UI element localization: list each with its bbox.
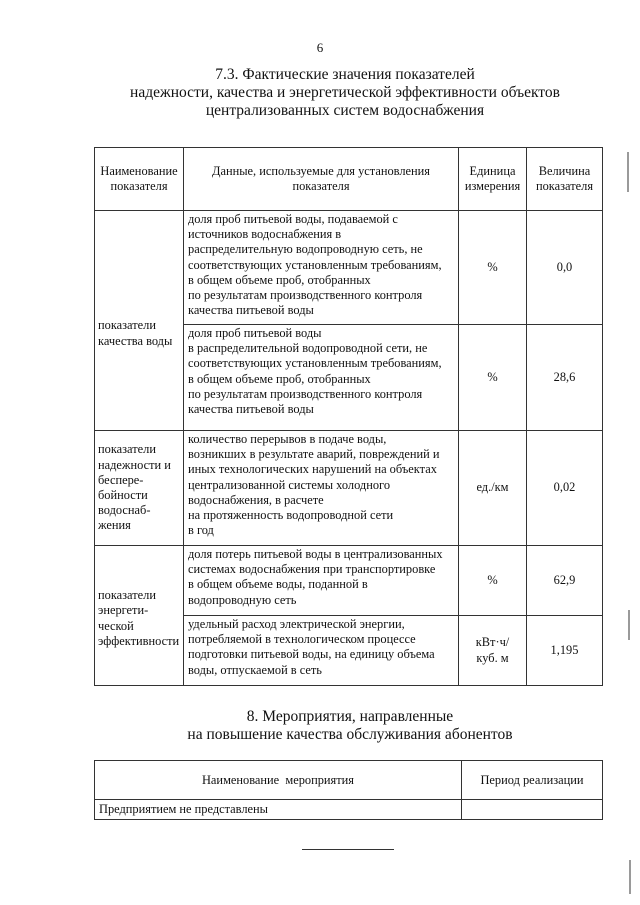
category-water-quality: показатели качества воды [95, 211, 184, 431]
unit-cell: ед./км [459, 431, 527, 546]
title-line: централизованных систем водоснабжения [205, 102, 485, 119]
data-description: удельный расход электрической энергии, потребляемой в технологическом процессе подготовки питьевой воды, на единицу объема воды, отпускаемой в сеть [184, 616, 459, 686]
table-row [95, 546, 603, 616]
scan-edge-mark [628, 610, 630, 640]
header-value: Величина показателя [527, 148, 603, 211]
table-row [95, 431, 603, 546]
indicators-table [94, 147, 603, 686]
section-7-3-title [0, 66, 640, 120]
title-line: 7.3. Фактические значения показателей [215, 66, 475, 83]
category-energy-efficiency: показатели энергети- ческой эффективности [95, 546, 184, 686]
unit-cell: % [459, 325, 527, 431]
title-line: надежности, качества и энергетической эффективности объектов [130, 84, 560, 101]
section-8-title [0, 708, 640, 744]
period-cell [462, 800, 603, 820]
value-cell: 28,6 [527, 325, 603, 431]
title-line: 8. Мероприятия, направленные [246, 708, 454, 725]
table-row [95, 800, 603, 820]
value-cell: 0,02 [527, 431, 603, 546]
header-measure-name: Наименование мероприятия [95, 761, 462, 800]
data-description: доля проб питьевой воды в распределительной водопроводной сети, не соответствующих установленным требованиям, в общем объеме проб, отобранных по результатам производственного контроля качества питьевой воды [184, 325, 459, 431]
scan-edge-mark [627, 152, 629, 192]
page-number: 6 [316, 40, 324, 55]
table-header-row [95, 761, 603, 800]
value-cell: 0,0 [527, 211, 603, 325]
header-indicator-name: Наименование показателя [95, 148, 184, 211]
header-unit: Единица измерения [459, 148, 527, 211]
value-cell: 1,195 [527, 616, 603, 686]
value-cell: 62,9 [527, 546, 603, 616]
table-row [95, 211, 603, 325]
category-reliability: показатели надежности и беспере- бойности водоснаб- жения [95, 431, 184, 546]
unit-cell: % [459, 211, 527, 325]
unit-cell: кВт·ч/ куб. м [459, 616, 527, 686]
header-data-used: Данные, используемые для установления показателя [184, 148, 459, 211]
unit-cell: % [459, 546, 527, 616]
data-description: количество перерывов в подаче воды, возникших в результате аварий, повреждений и иных технологических нарушений на объектах централизованной системы холодного водоснабжения, в расчете на протяженность водопроводной сети в год [184, 431, 459, 546]
title-line: на повышение качества обслуживания абонентов [187, 726, 513, 743]
measures-table [94, 760, 603, 820]
data-description: доля потерь питьевой воды в централизованных системах водоснабжения при транспортировке в общем объеме воды, поданной в водопроводную сеть [184, 546, 459, 616]
measure-cell: Предприятием не представлены [95, 800, 462, 820]
closing-divider [302, 849, 394, 850]
scan-edge-mark [629, 860, 631, 894]
data-description: доля проб питьевой воды, подаваемой с источников водоснабжения в распределительную водопроводную сеть, не соответствующих установленным требованиям, в общем объеме проб, отобранных по результатам производственного контроля качества питьевой воды [184, 211, 459, 325]
table-header-row [95, 148, 603, 211]
header-implementation-period: Период реализации [462, 761, 603, 800]
